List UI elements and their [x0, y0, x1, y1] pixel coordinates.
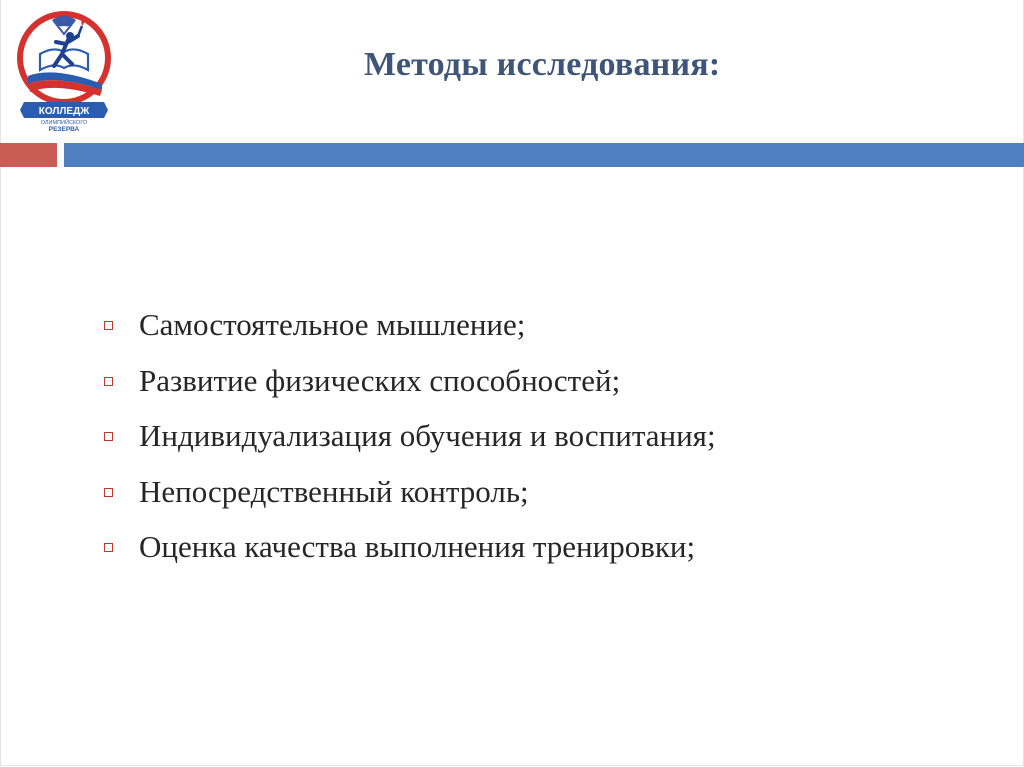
square-bullet-icon	[104, 321, 113, 330]
list-item	[104, 302, 716, 358]
header-band-red	[0, 143, 57, 167]
list-item-text: Оценка качества выполнения тренировки;	[139, 529, 696, 564]
list-item-text: Непосредственный контроль;	[139, 473, 529, 509]
header-band-blue	[64, 143, 1024, 167]
logo-text-line2: ОЛИМПИЙСКОГО	[40, 120, 88, 126]
square-bullet-icon	[104, 432, 113, 441]
square-bullet-icon	[104, 488, 113, 497]
square-bullet-icon	[104, 543, 113, 552]
list-item	[104, 469, 716, 525]
logo-text-line1: КОЛЛЕДЖ	[38, 106, 90, 117]
list-item-text: Индивидуализация обучения и воспитания;	[139, 418, 716, 453]
logo-text-line3: РЕЗЕРВА	[48, 126, 80, 132]
methods-list	[104, 302, 716, 580]
college-logo	[14, 6, 116, 132]
list-item-text: Самостоятельное мышление;	[139, 307, 526, 342]
list-item	[104, 524, 716, 580]
list-item	[104, 413, 716, 469]
square-bullet-icon	[104, 377, 113, 386]
slide-title: Методы исследования:	[364, 46, 721, 83]
list-item	[104, 358, 716, 414]
list-item-text: Развитие физических способностей;	[139, 362, 621, 398]
